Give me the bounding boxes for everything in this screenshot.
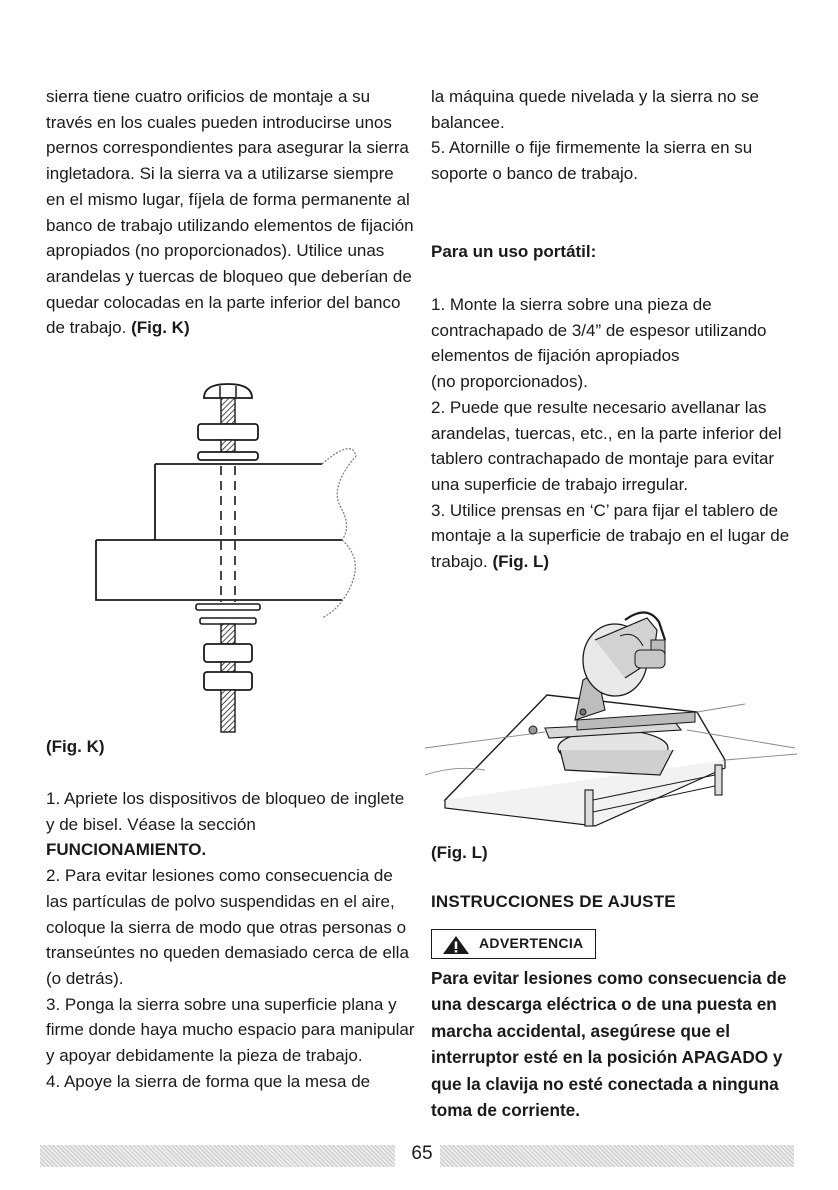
portable-step-3: 3. Utilice prensas en ‘C’ para fijar el tablero de montaje a la superficie de trabajo en el lugar de trabajo. (Fig. L) [431, 500, 790, 572]
warning-label: ADVERTENCIA [479, 935, 584, 951]
page-footer [40, 1143, 794, 1168]
footer-bar-right [440, 1145, 794, 1167]
left-column [46, 84, 416, 341]
adjustment-instructions-heading: INSTRUCCIONES DE AJUSTE [431, 892, 676, 911]
warning-box [431, 929, 596, 959]
fig-k-bolt-illustration [90, 378, 380, 738]
continued-text: la máquina quede nivelada y la sierra no se balancee. [431, 87, 759, 132]
warning-triangle-icon [442, 935, 470, 955]
left-paragraph-1: sierra tiene cuatro orificios de montaje a su través en los cuales pueden introducirse unos pernos correspondientes para asegurar la sierra ingletadora. Si la sierra va a utilizarse siempre en el mismo lugar, fíjela de forma permanente al banco de trabajo utilizando elementos de fijación apropiados (no proporcionados). Utilice unas arandelas y tuercas de bloqueo que deberían de quedar colocadas en la parte inferior del banco de trabajo. (Fig. K) [46, 87, 414, 338]
page-number: 65 [411, 1143, 433, 1164]
right-column-top [431, 84, 801, 187]
left-steps [46, 786, 416, 1094]
step-4: 4. Apoye la sierra de forma que la mesa de [46, 1071, 371, 1091]
portable-steps [431, 292, 801, 575]
warning-text: Para evitar lesiones como consecuencia de una descarga eléctrica o de una puesta en marcha accidental, asegúrese que el interruptor esté en la posición APAGADO y que la clavija no esté conectada a ninguna toma de corriente. [431, 968, 787, 1121]
portable-step-2: 2. Puede que resulte necesario avellanar las arandelas, tuercas, etc., en la parte inferior del tablero contrachapado de montaje para evitar una superficie de trabajo irregular. [431, 397, 782, 494]
fig-l-saw-on-plywood-illustration [425, 600, 825, 835]
step-5: 5. Atornille o fije firmemente la sierra en su soporte o banco de trabajo. [431, 138, 753, 184]
portable-step-1b: (no proporcionados). [431, 372, 588, 392]
footer-bar-left [40, 1145, 395, 1167]
step-1: 1. Apriete los dispositivos de bloqueo de inglete y de bisel. Véase la sección FUNCIONAMIENTO. [46, 789, 405, 860]
step-2: 2. Para evitar lesiones como consecuencia de las partículas de polvo suspendidas en el aire, coloque la sierra de modo que otras personas o transeúntes no queden demasiado cerca de ella (o detrás). [46, 866, 409, 988]
step-3: 3. Ponga la sierra sobre una superficie plana y firme donde haya mucho espacio para manipular y apoyar debidamente la pieza de trabajo. [46, 994, 415, 1066]
portable-step-1: 1. Monte la sierra sobre una pieza de contrachapado de 3/4” de espesor utilizando elementos de fijación apropiados [431, 295, 767, 366]
fig-l-caption: (Fig. L) [431, 843, 488, 862]
portable-heading: Para un uso portátil: [431, 242, 597, 261]
fig-k-caption: (Fig. K) [46, 737, 105, 756]
